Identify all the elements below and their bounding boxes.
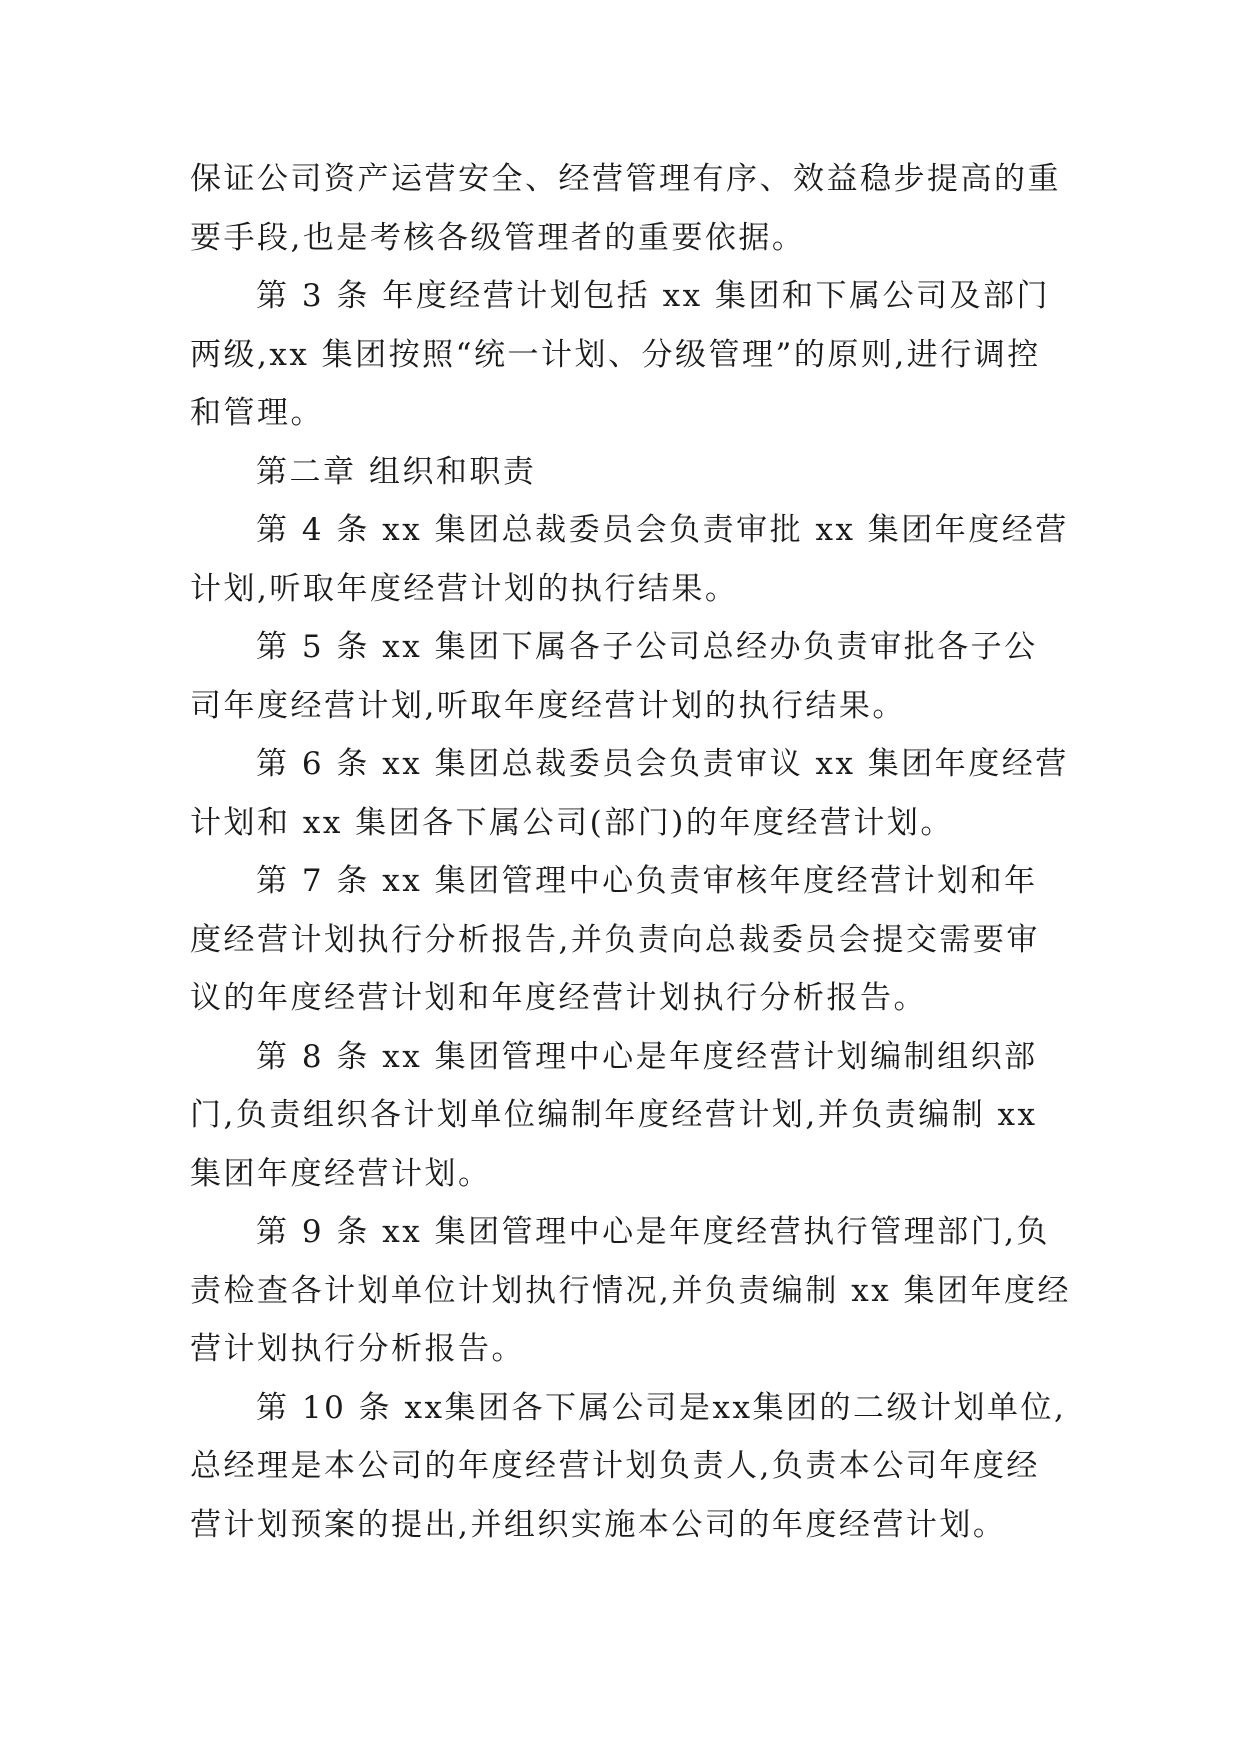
text-line: 营计划执行分析报告。 (190, 1331, 525, 1367)
text-line: 总经理是本公司的年度经营计划负责人,负责本公司年度经 (190, 1448, 1040, 1484)
text-line: 司年度经营计划,听取年度经营计划的执行结果。 (190, 687, 906, 724)
article-10-line: 第 10 条 xx集团各下属公司是xx集团的二级计划单位, (256, 1389, 1067, 1426)
text-line: 两级,xx 集团按照“统一计划、分级管理”的原则,进行调控 (190, 336, 1041, 373)
text-line: 营计划预案的提出,并组织实施本公司的年度经营计划。 (190, 1506, 1007, 1543)
text-line: 计划和 xx 集团各下属公司(部门)的年度经营计划。 (190, 804, 954, 841)
text-line: 计划,听取年度经营计划的执行结果。 (190, 570, 739, 607)
text-line: 门,负责组织各计划单位编制年度经营计划,并负责编制 xx (190, 1097, 1038, 1133)
article-3-line: 第 3 条 年度经营计划包括 xx 集团和下属公司及部门 (256, 278, 1050, 314)
text-line: 保证公司资产运营安全、经营管理有序、效益稳步提高的重 (190, 161, 1061, 197)
text-line: 议的年度经营计划和年度经营计划执行分析报告。 (190, 980, 927, 1016)
document-body (190, 150, 1072, 1554)
text-line: 要手段,也是考核各级管理者的重要依据。 (190, 219, 806, 256)
article-6-line: 第 6 条 xx 集团总裁委员会负责审议 xx 集团年度经营 (256, 746, 1069, 782)
text-line: 和管理。 (190, 395, 324, 431)
article-7-line: 第 7 条 xx 集团管理中心负责审核年度经营计划和年 (256, 863, 1038, 899)
article-5-line: 第 5 条 xx 集团下属各子公司总经办负责审批各子公 (256, 629, 1038, 665)
text-line: 集团年度经营计划。 (190, 1155, 492, 1192)
article-8-line: 第 8 条 xx 集团管理中心是年度经营计划编制组织部 (256, 1038, 1038, 1075)
chapter-2-heading: 第二章 组织和职责 (256, 453, 537, 490)
text-line: 度经营计划执行分析报告,并负责向总裁委员会提交需要审 (190, 921, 1040, 958)
article-9-line: 第 9 条 xx 集团管理中心是年度经营执行管理部门,负 (256, 1214, 1050, 1250)
text-line: 责检查各计划单位计划执行情况,并负责编制 xx 集团年度经 (190, 1272, 1072, 1309)
article-4-line: 第 4 条 xx 集团总裁委员会负责审批 xx 集团年度经营 (256, 512, 1069, 548)
